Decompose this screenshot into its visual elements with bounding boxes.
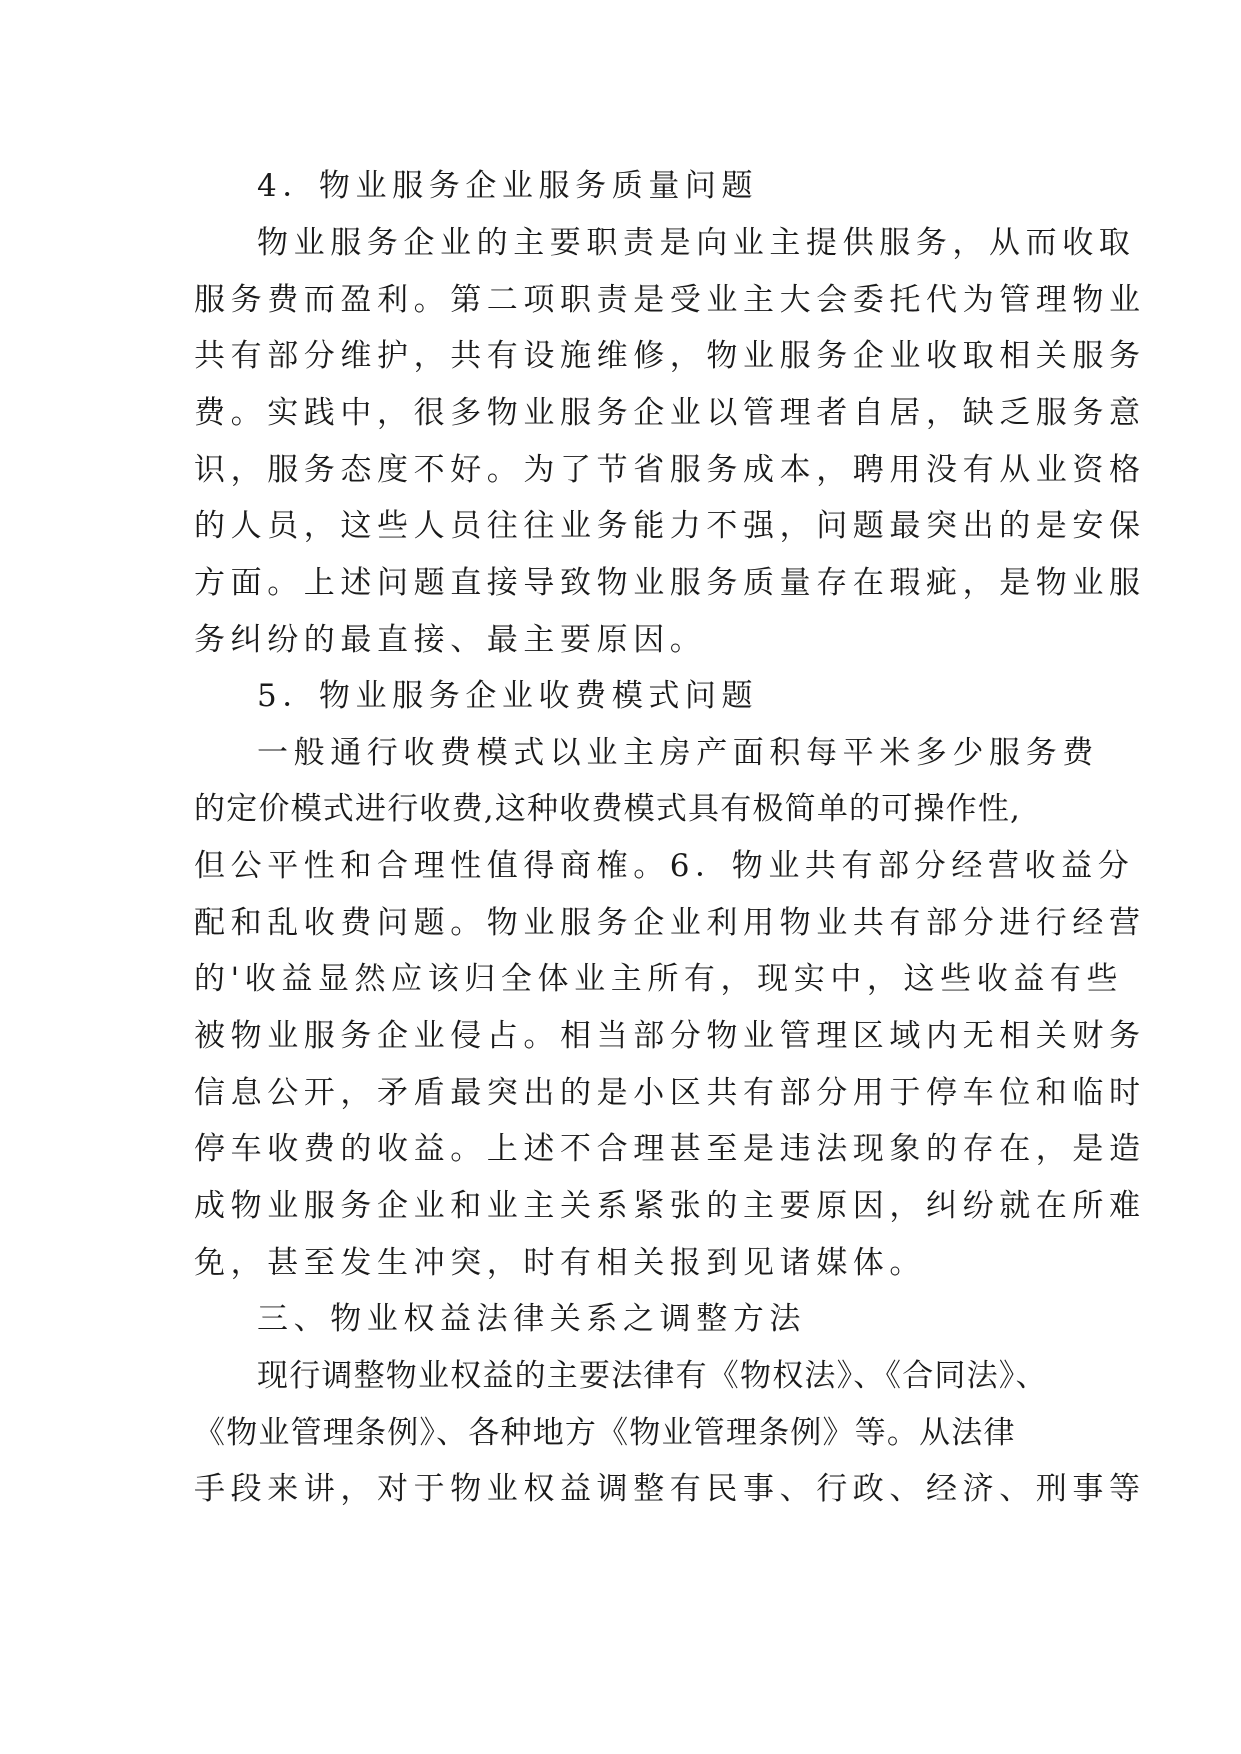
section-heading-3: 三、物业权益法律关系之调整方法 — [257, 1301, 806, 1337]
paragraph-line: 的人员，这些人员往往业务能力不强，问题最突出的是安保 — [194, 508, 1146, 544]
paragraph-line: 方面。上述问题直接导致物业服务质量存在瑕疵，是物业服 — [194, 565, 1146, 601]
paragraph-line: 务纠纷的最直接、最主要原因。 — [194, 622, 707, 658]
paragraph-line: 现行调整物业权益的主要法律有《物权法》、《合同法》、 — [257, 1358, 1048, 1394]
paragraph-line: 的定价模式进行收费,这种收费模式具有极简单的可操作性, — [194, 791, 1022, 827]
paragraph-line: 免，甚至发生冲突，时有相关报到见诸媒体。 — [194, 1245, 926, 1281]
paragraph-line: 成物业服务企业和业主关系紧张的主要原因，纠纷就在所难 — [194, 1188, 1146, 1224]
paragraph-line: 费。实践中，很多物业服务企业以管理者自居，缺乏服务意 — [194, 395, 1146, 431]
paragraph-line: 配和乱收费问题。物业服务企业利用物业共有部分进行经营 — [194, 905, 1146, 941]
section-heading-4: 4．物业服务企业服务质量问题 — [257, 168, 759, 204]
paragraph-line: 停车收费的收益。上述不合理甚至是违法现象的存在，是造 — [194, 1131, 1146, 1167]
paragraph-line: 服务费而盈利。第二项职责是受业主大会委托代为管理物业 — [194, 282, 1146, 318]
paragraph-line: 一般通行收费模式以业主房产面积每平米多少服务费 — [257, 735, 1099, 771]
paragraph-line: 的'收益显然应该归全体业主所有，现实中，这些收益有些 — [194, 961, 1124, 997]
section-heading-5: 5．物业服务企业收费模式问题 — [257, 678, 759, 714]
paragraph-line: 手段来讲，对于物业权益调整有民事、行政、经济、刑事等 — [194, 1471, 1146, 1507]
paragraph-line: 《物业管理条例》、各种地方《物业管理条例》等。从法律 — [194, 1415, 1016, 1451]
paragraph-line: 共有部分维护，共有设施维修，物业服务企业收取相关服务 — [194, 338, 1146, 374]
paragraph-line: 被物业服务企业侵占。相当部分物业管理区域内无相关财务 — [194, 1018, 1146, 1054]
paragraph-line: 物业服务企业的主要职责是向业主提供服务，从而收取 — [257, 225, 1136, 261]
paragraph-line: 信息公开，矛盾最突出的是小区共有部分用于停车位和临时 — [194, 1075, 1146, 1111]
paragraph-line: 识，服务态度不好。为了节省服务成本，聘用没有从业资格 — [194, 452, 1146, 488]
paragraph-line: 但公平性和合理性值得商榷。6．物业共有部分经营收益分 — [194, 848, 1135, 884]
